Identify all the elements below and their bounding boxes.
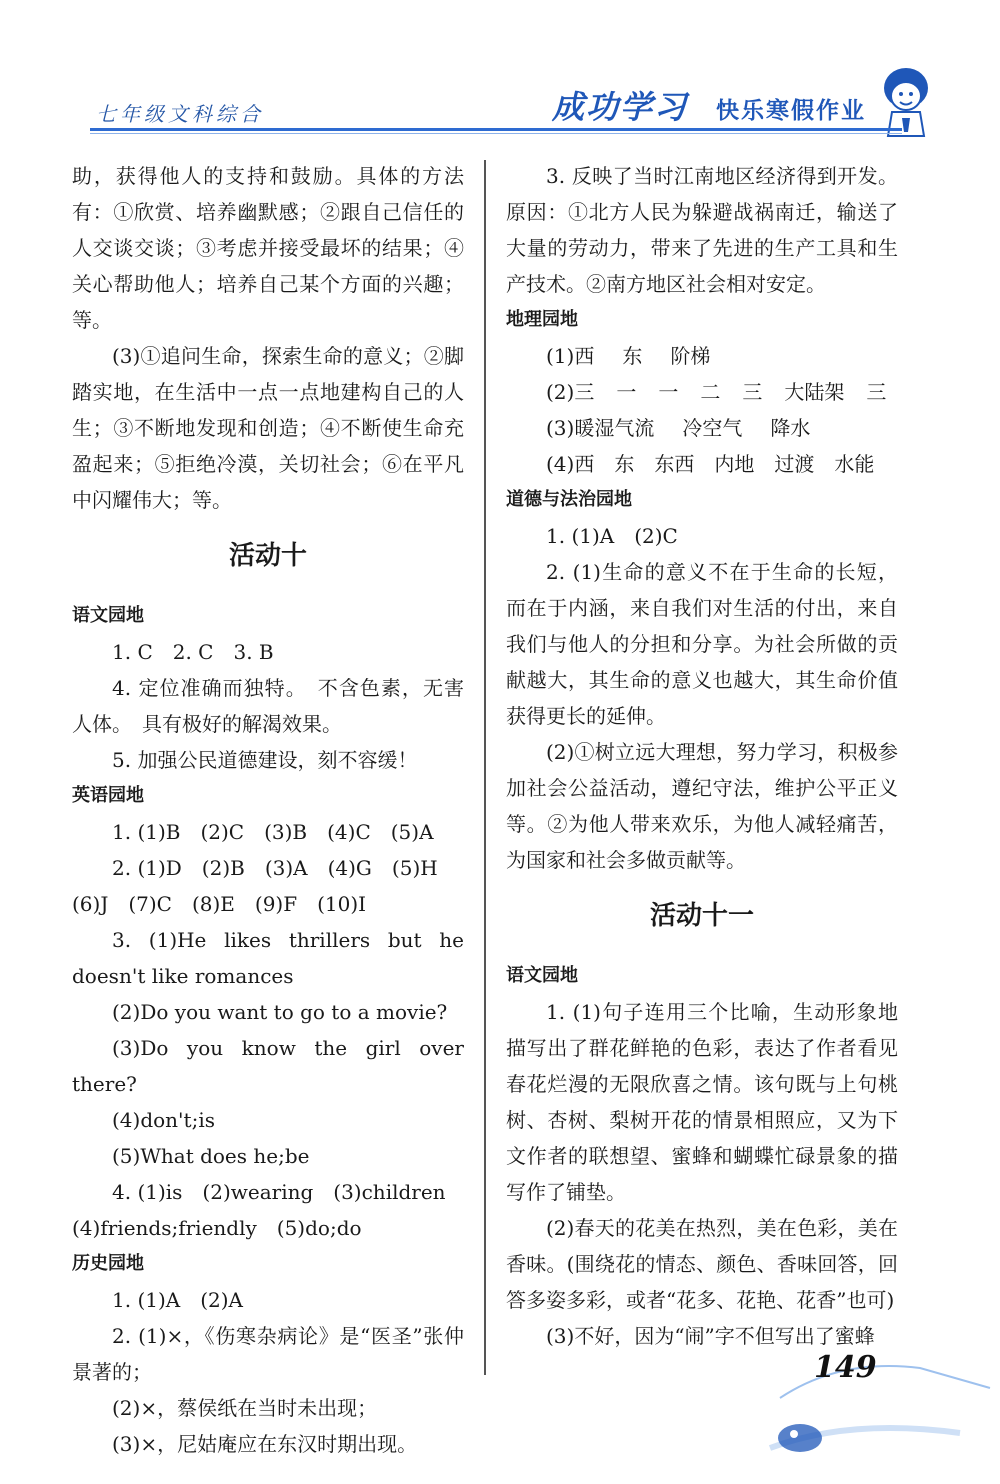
section-heading-chinese-2: 语文园地	[506, 965, 578, 986]
geo-answer-row-4	[506, 446, 898, 482]
geo-cell: 东	[614, 452, 635, 476]
answer-line: (3)不好，因为“闹”字不但写出了蜜蜂	[546, 1324, 875, 1348]
geo-cell: 过渡	[774, 452, 815, 476]
geo-cell: 东西	[654, 452, 695, 476]
geo-cell: (4)西	[546, 452, 595, 476]
geo-cell: 冷空气	[682, 416, 743, 440]
section-heading-english: 英语园地	[72, 785, 144, 806]
answer-line: (2)×，蔡侯纸在当时未出现；	[112, 1396, 378, 1420]
right-column	[506, 158, 898, 1354]
geo-cell: 三	[866, 380, 887, 404]
column-divider	[484, 160, 486, 1375]
section-heading-history: 历史园地	[72, 1253, 144, 1274]
answer-line: 1. (1)句子连用三个比喻，生动形象地描写出了群花鲜艳的色彩，表达了作者看见春花烂漫的无限欣喜之情。该句既与上句桃树、杏树、梨树开花的情景相照应，又为下文作者的联想望、蜜蜂和蝴蝶忙碌景象的描写作了铺垫。	[506, 1000, 898, 1204]
left-column	[72, 158, 464, 1462]
answer-line: (5)What does he;be	[112, 1144, 310, 1168]
geo-cell: 三	[742, 380, 763, 404]
geo-cell: (3)暖湿气流	[546, 416, 655, 440]
header-subtitle: 快乐寒假作业	[716, 98, 866, 124]
activity-title-10: 活动十	[228, 541, 307, 571]
answer-line: 4. (1)is (2)wearing (3)children	[112, 1180, 446, 1204]
right-paragraph-1: 3. 反映了当时江南地区经济得到开发。原因：①北方人民为躲避战祸南迁，输送了大量的劳动力，带来了先进的生产工具和生产技术。②南方地区社会相对安定。	[506, 164, 898, 296]
answer-line: (3)×，尼姑庵应在东汉时期出现。	[112, 1432, 418, 1456]
answer-line: 1. C 2. C 3. B	[112, 640, 274, 664]
answer-line: 5. 加强公民道德建设，刻不容缓！	[112, 748, 418, 772]
geo-cell: 阶梯	[670, 344, 711, 368]
footer-decoration-icon	[760, 1338, 1000, 1478]
section-heading-geography: 地理园地	[506, 309, 578, 330]
geo-cell: 东	[622, 344, 643, 368]
geo-answer-row-3	[506, 410, 898, 446]
answer-line: (3)Do you know the girl over there?	[72, 1036, 464, 1096]
geo-answer-row-1	[506, 338, 898, 374]
answer-line: (2)Do you want to go to a movie?	[112, 1000, 448, 1024]
answer-line: (2)①树立远大理想，努力学习，积极参加社会公益活动，遵纪守法，维护公平正义等。②为他人带来欢乐，为他人减轻痛苦，为国家和社会多做贡献等。	[506, 740, 898, 872]
mascot-icon	[872, 62, 942, 138]
answer-line: 1. (1)A (2)C	[546, 524, 678, 548]
header-rule	[90, 128, 902, 131]
geo-cell: 一	[616, 380, 637, 404]
answer-line: 1. (1)B (2)C (3)B (4)C (5)A	[112, 820, 434, 844]
geo-answer-row-2	[506, 374, 898, 410]
geo-cell: 大陆架	[784, 380, 845, 404]
answer-line: 2. (1)生命的意义不在于生命的长短，而在于内涵，来自我们对生活的付出，来自我们与他人的分担和分享。为社会所做的贡献越大，其生命的意义也越大，其生命价值获得更长的延伸。	[506, 560, 898, 728]
header-grade-label: 七年级文科综合	[96, 102, 264, 126]
header-brand: 成功学习	[552, 88, 689, 126]
activity-title-11: 活动十一	[649, 901, 754, 931]
geo-cell: (1)西	[546, 344, 595, 368]
geo-cell: (2)三	[546, 380, 595, 404]
left-paragraph-2: (3)①追问生命，探索生命的意义；②脚踏实地，在生活中一点一点地建构自己的人生；③不断地发现和创造；④不断使生命充盈起来；⑤拒绝冷漠，关切社会；⑥在平凡中闪耀伟大；等。	[72, 344, 464, 512]
page-number: 149	[814, 1350, 877, 1385]
answer-line: (4)don't;is	[112, 1108, 215, 1132]
answer-line: 1. (1)A (2)A	[112, 1288, 243, 1312]
geo-cell: 内地	[714, 452, 755, 476]
page-header	[0, 0, 1000, 140]
answer-line: 2. (1)D (2)B (3)A (4)G (5)H	[112, 856, 438, 880]
left-paragraph-1: 助，获得他人的支持和鼓励。具体的方法有：①欣赏、培养幽默感；②跟自己信任的人交谈交谈；③考虑并接受最坏的结果；④关心帮助他人；培养自己某个方面的兴趣；等。	[72, 164, 464, 332]
answer-line: (2)春天的花美在热烈，美在色彩，美在香味。(围绕花的情态、颜色、香味回答，回答多姿多彩，或者“花多、花艳、花香”也可)	[506, 1216, 898, 1312]
answer-line: 2. (1)×，《伤寒杂病论》是“医圣”张仲景著的；	[72, 1324, 464, 1384]
section-heading-chinese: 语文园地	[72, 605, 144, 626]
geo-cell: 二	[700, 380, 721, 404]
geo-cell: 水能	[834, 452, 875, 476]
answer-line: (4)friends;friendly (5)do;do	[72, 1216, 362, 1240]
answer-line: 4. 定位准确而独特。 不含色素，无害人体。 具有极好的解渴效果。	[72, 676, 464, 736]
answer-line: (6)J (7)C (8)E (9)F (10)I	[72, 892, 367, 916]
section-heading-moral: 道德与法治园地	[506, 489, 632, 510]
header-rule-thin	[90, 133, 902, 134]
geo-cell: 一	[658, 380, 679, 404]
answer-line: 3. (1)He likes thrillers but he doesn't like romances	[72, 928, 464, 988]
geo-cell: 降水	[770, 416, 811, 440]
